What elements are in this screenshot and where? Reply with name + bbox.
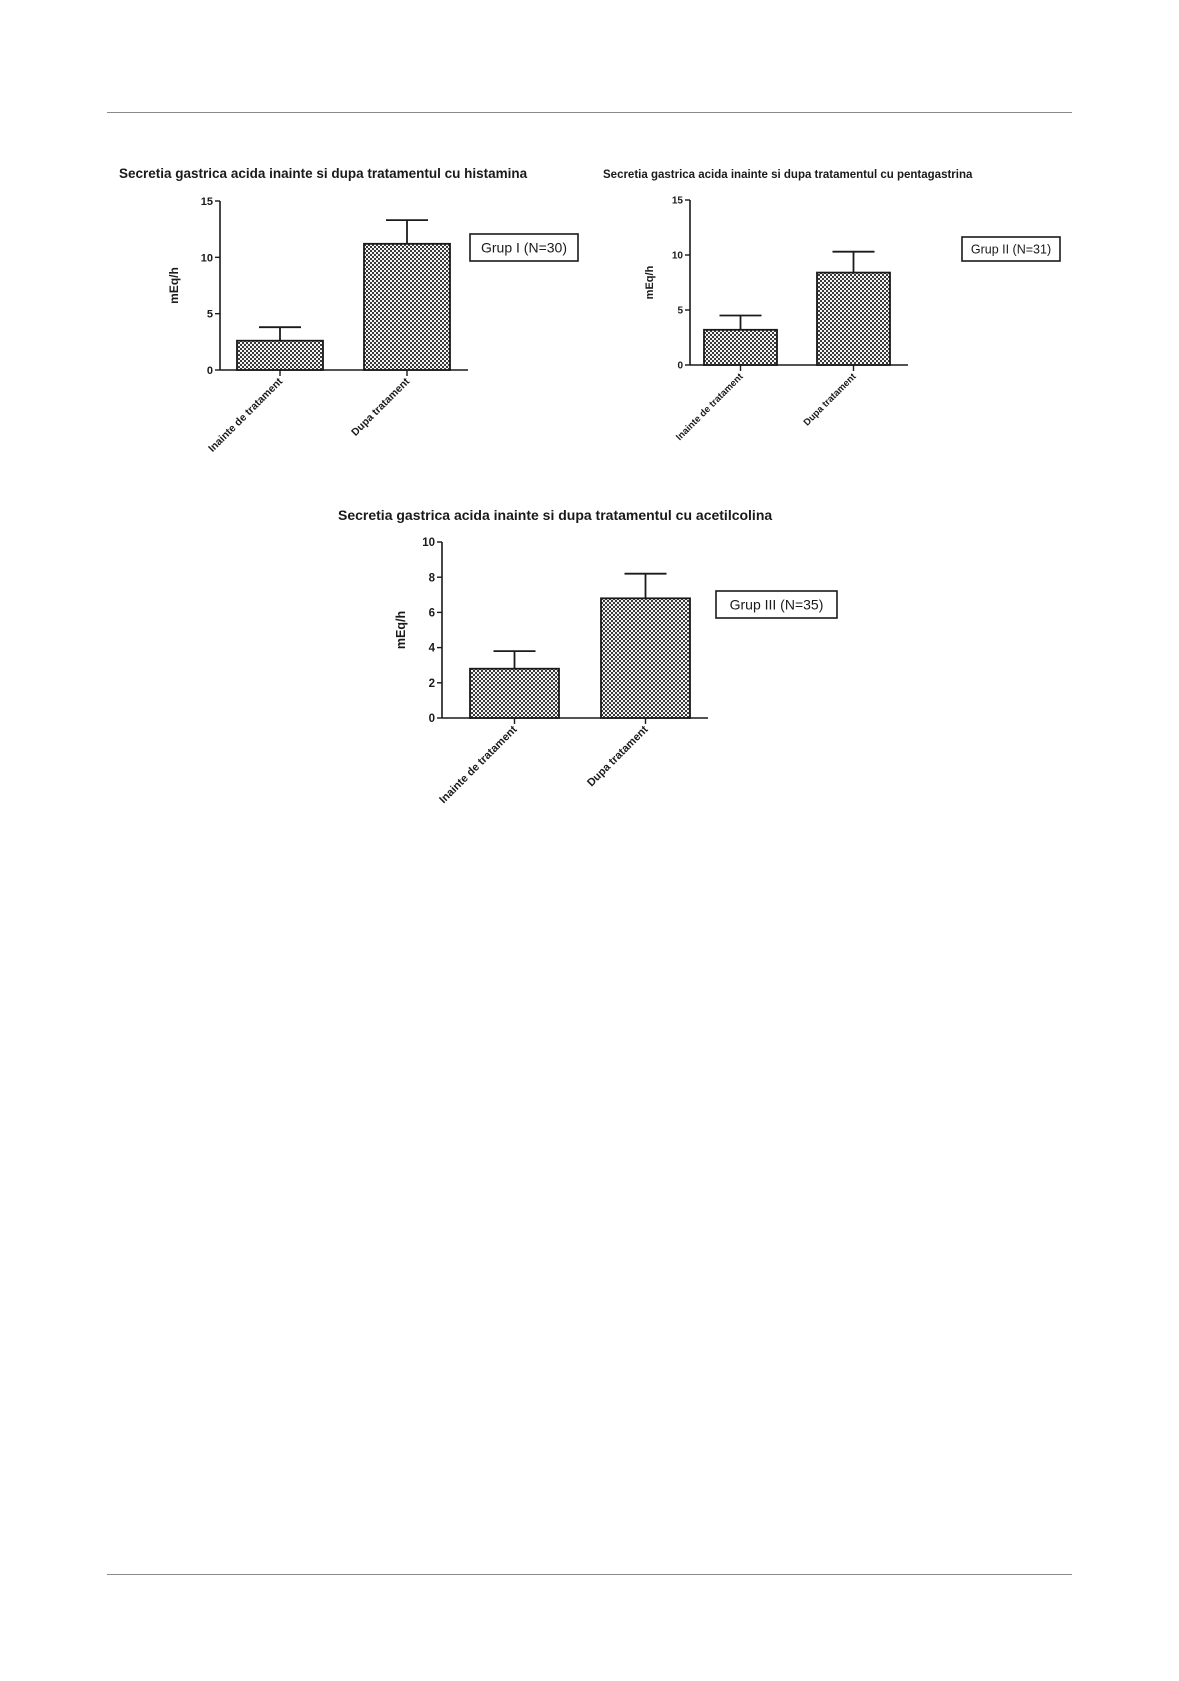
- bar: [237, 341, 323, 370]
- y-tick-label: 0: [428, 713, 435, 726]
- y-tick-label: 10: [671, 250, 683, 262]
- legend-label: Grup III (N=35): [729, 596, 824, 613]
- chart-title-histamina: Secretia gastrica acida inainte si dupa tratamentul cu histamina: [119, 166, 528, 181]
- y-tick-label: 5: [677, 305, 683, 317]
- y-tick-label: 2: [428, 677, 435, 690]
- chart-title-pentagastrina: Secretia gastrica acida inainte si dupa tratamentul cu pentagastrina: [603, 169, 973, 181]
- x-tick-label: Inainte de tratament: [437, 723, 520, 807]
- x-tick-label: Dupa tratament: [585, 723, 651, 790]
- legend-label: Grup II (N=31): [970, 242, 1052, 257]
- y-tick-label: 5: [206, 308, 213, 321]
- bar-chart-acetilcolina: [385, 530, 845, 850]
- x-tick-label: Inainte de tratament: [674, 371, 746, 443]
- y-axis-label: mEq/h: [167, 267, 181, 304]
- legend-label: Grup I (N=30): [481, 239, 567, 256]
- bar-chart-pentagastrina: [640, 192, 1070, 482]
- footer-rule: [107, 1574, 1072, 1575]
- chart-title-acetilcolina: Secretia gastrica acida inainte si dupa tratamentul cu acetilcolina: [338, 507, 773, 523]
- bar: [601, 598, 690, 718]
- x-tick-label: Inainte de tratament: [206, 375, 286, 455]
- y-tick-label: 4: [428, 642, 435, 655]
- y-tick-label: 8: [428, 572, 435, 585]
- y-tick-label: 10: [422, 537, 435, 550]
- y-tick-label: 15: [671, 195, 683, 207]
- y-axis-label: mEq/h: [644, 265, 656, 300]
- bar-chart-histamina: [150, 190, 590, 490]
- header-rule: [107, 112, 1072, 113]
- y-tick-label: 6: [428, 607, 435, 620]
- bar: [704, 330, 777, 365]
- bar: [817, 273, 890, 365]
- bar: [364, 244, 450, 370]
- y-tick-label: 0: [206, 364, 213, 377]
- bar: [470, 669, 559, 718]
- x-tick-label: Dupa tratament: [801, 371, 859, 429]
- y-tick-label: 15: [200, 195, 213, 208]
- y-tick-label: 0: [677, 360, 683, 372]
- y-axis-label: mEq/h: [394, 610, 408, 650]
- x-tick-label: Dupa tratament: [349, 375, 413, 439]
- y-tick-label: 10: [200, 252, 213, 265]
